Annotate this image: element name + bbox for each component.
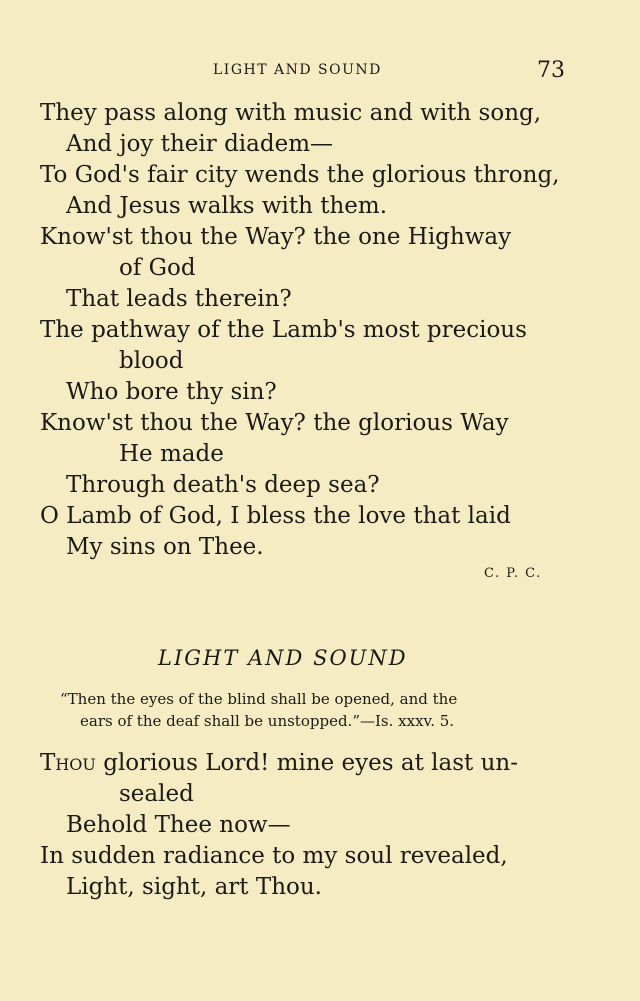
- poem-line: My sins on Thee.: [66, 534, 264, 560]
- poem-line: Know'st thou the Way? the glorious Way: [40, 410, 509, 436]
- poem-line: Behold Thee now—: [66, 812, 291, 838]
- poem-line: The pathway of the Lamb's most precious: [40, 317, 527, 343]
- poem-line: To God's fair city wends the glorious throng,: [40, 162, 560, 188]
- poem-1: [40, 98, 580, 563]
- poem-line: Who bore thy sin?: [66, 379, 277, 405]
- poem-line: blood: [119, 348, 184, 374]
- poem-line: And joy their diadem—: [66, 131, 334, 157]
- poem-line: He made: [119, 441, 224, 467]
- epigraph-line: ears of the deaf shall be unstopped.”—Is. xxxv. 5.: [80, 712, 455, 730]
- poem-line: Know'st thou the Way? the one Highway: [40, 224, 512, 250]
- poem-line: And Jesus walks with them.: [66, 193, 388, 219]
- first-word: Thou: [40, 750, 96, 776]
- epigraph: [50, 688, 590, 732]
- poem-line: In sudden radiance to my soul revealed,: [40, 843, 508, 869]
- poem-line: Light, sight, art Thou.: [66, 874, 322, 900]
- poem-line-first: [40, 748, 580, 779]
- running-title: LIGHT AND SOUND: [213, 62, 382, 78]
- poem-line: That leads therein?: [66, 286, 292, 312]
- page-number: 73: [537, 58, 565, 83]
- poem-2: [40, 748, 580, 903]
- poem-line: Through death's deep sea?: [66, 472, 380, 498]
- poem-line: sealed: [119, 781, 194, 807]
- poem-line: O Lamb of God, I bless the love that laid: [40, 503, 511, 529]
- running-head: [0, 60, 640, 84]
- poem-title: LIGHT AND SOUND: [158, 646, 408, 670]
- epigraph-line: “Then the eyes of the blind shall be opened, and the: [60, 690, 458, 708]
- poem-attribution: C. P. C.: [484, 566, 542, 581]
- poem-line: They pass along with music and with song,: [40, 100, 542, 126]
- poem-line: of God: [119, 255, 196, 281]
- first-line-rest: glorious Lord! mine eyes at last un-: [95, 750, 518, 776]
